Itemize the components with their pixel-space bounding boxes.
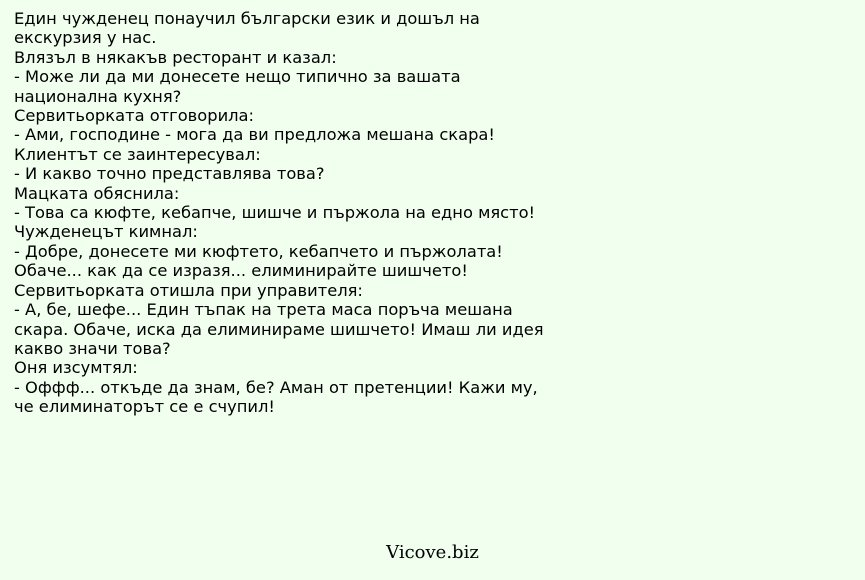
joke-line: - Това са кюфте, кебапче, шишче и пържола на едно място! (14, 203, 536, 223)
joke-line: Влязъл в някакъв ресторант и казал: (14, 47, 337, 67)
joke-line: Оня изсумтял: (14, 358, 138, 378)
joke-line: - Ами, господине - мога да ви предложа мешана скара! (14, 125, 495, 145)
joke-line: Обаче... как да се изразя... елиминирайте шишчето! (14, 261, 468, 281)
joke-line: екскурзия у нас. (14, 28, 157, 48)
joke-line: Един чужденец понаучил български език и дошъл на (14, 9, 480, 28)
joke-line: Мацката обяснила: (14, 183, 180, 203)
joke-line: Сервитьорката отговорила: (14, 106, 255, 126)
joke-line: Сервитьорката отишла при управителя: (14, 280, 363, 300)
joke-line: - А, бе, шефе... Един тъпак на трета маса поръча мешана (14, 300, 513, 320)
joke-line: национална кухня? (14, 86, 182, 106)
joke-line: - Оффф... откъде да знам, бе? Аман от претенции! Кажи му, (14, 377, 538, 397)
joke-text (14, 9, 844, 417)
joke-line: - Добре, донесете ми кюфтето, кебапчето и пържолата! (14, 241, 503, 261)
joke-line: че елиминаторът се е счупил! (14, 397, 275, 417)
joke-line: скара. Обаче, иска да елиминираме шишчето! Имаш ли идея (14, 319, 544, 339)
joke-line: Клиентът се заинтересувал: (14, 144, 261, 164)
joke-line: какво значи това? (14, 338, 171, 358)
site-watermark: Vicove.biz (386, 542, 479, 563)
joke-line: - Може ли да ми донесете нещо типично за вашата (14, 67, 461, 87)
joke-line: Чужденецът кимнал: (14, 222, 198, 242)
joke-line: - И какво точно представлява това? (14, 164, 325, 184)
